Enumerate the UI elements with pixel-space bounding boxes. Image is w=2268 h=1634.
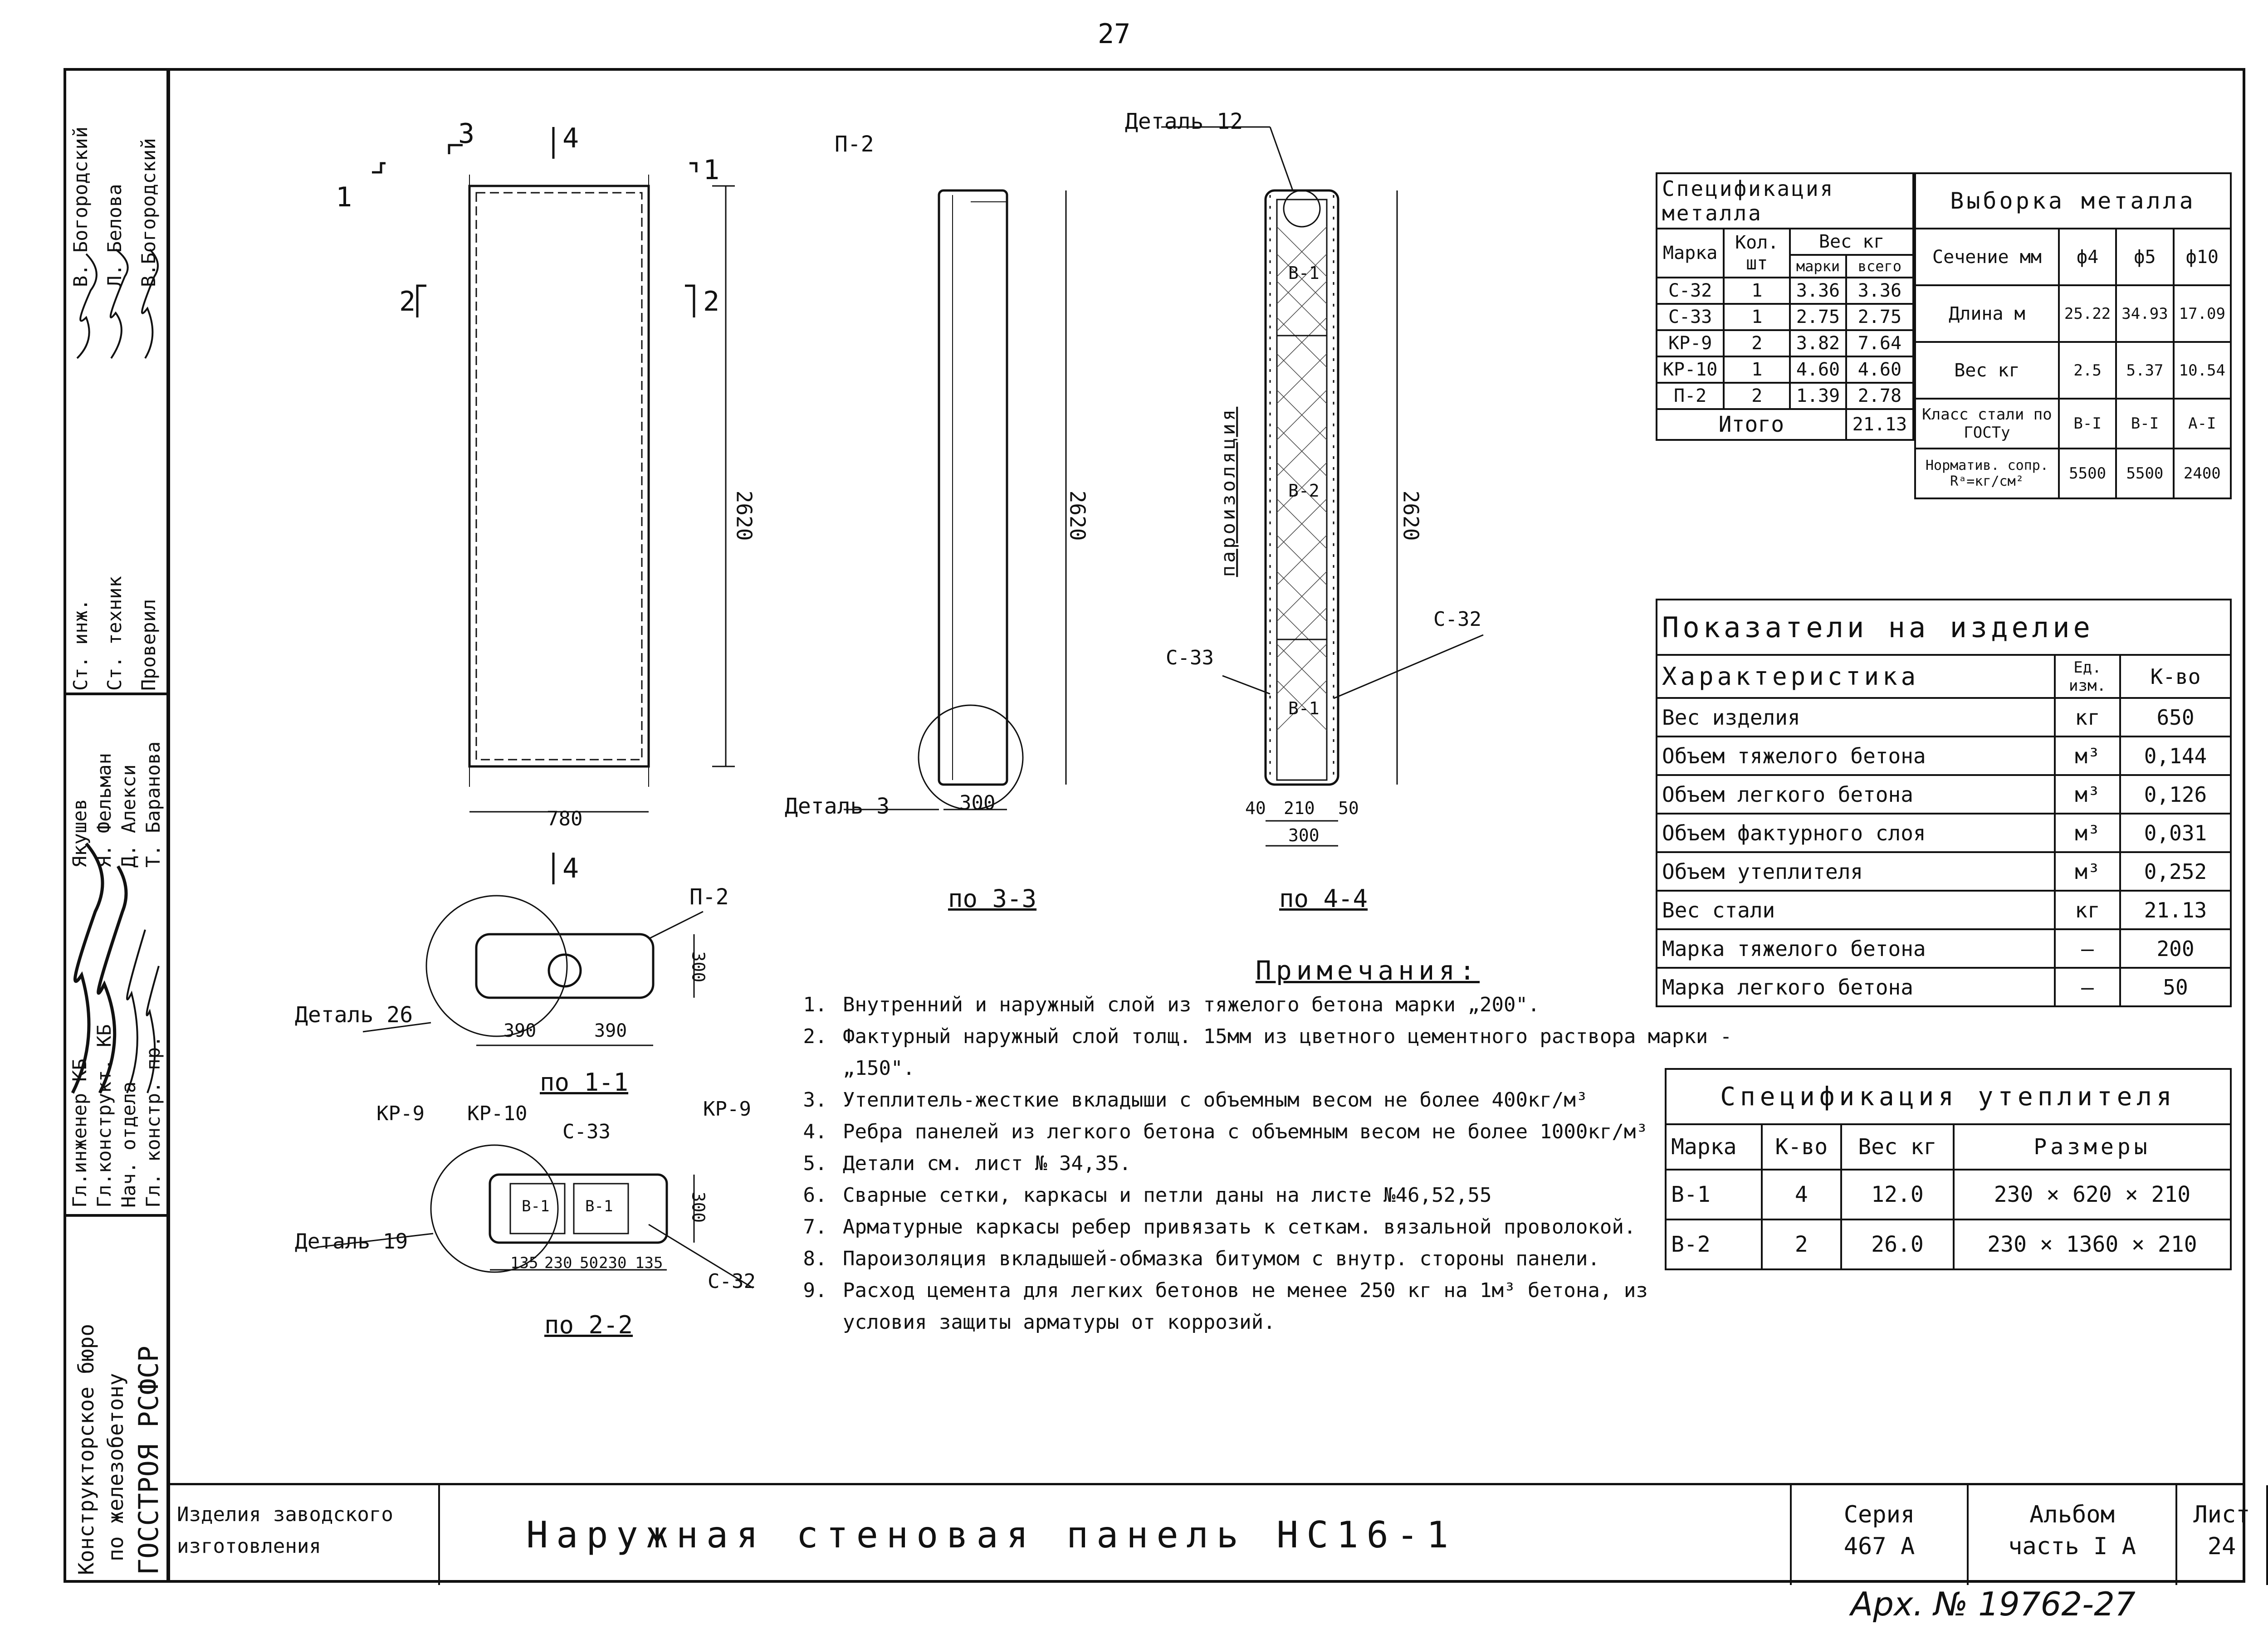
s22-title: по 2-2	[544, 1311, 633, 1339]
total-label: Итого	[1657, 409, 1846, 440]
cell: 0,144	[2120, 737, 2231, 775]
cell: кг	[2055, 698, 2120, 737]
cell: В-2	[1666, 1219, 1762, 1269]
cell: КР-10	[1657, 356, 1724, 383]
cell: м³	[2055, 775, 2120, 814]
cell: С-33	[1657, 304, 1724, 330]
cell: Вес кг	[1915, 342, 2059, 399]
mark-4-top: 4	[562, 122, 579, 154]
note-9: 9. Расход цемента для легких бетонов не менее 250 кг на 1м³ бетона, из условия защиты арматуры от коррозий.	[839, 1275, 1737, 1338]
cell: 0,031	[2120, 814, 2231, 852]
cell: 2	[1724, 383, 1790, 409]
s33-height: 2620	[1065, 490, 1090, 541]
s44-b2: В-2	[1288, 481, 1320, 501]
cell: 230 × 1360 × 210	[1954, 1219, 2231, 1269]
s11-dim-b: 390	[594, 1020, 627, 1041]
cell: Вес стали	[1657, 891, 2055, 929]
cell: 5.37	[2116, 342, 2173, 399]
s44-b1-bot: В-1	[1288, 698, 1320, 718]
insulation-title: Спецификация утеплителя	[1666, 1069, 2231, 1124]
note-4: 4. Ребра панелей из легкого бетона с объемным весом не более 1000кг/м³	[839, 1116, 1737, 1148]
cell: 4.60	[1846, 356, 1913, 383]
s44-detail: Деталь 12	[1125, 109, 1243, 134]
s22-c33: С-33	[562, 1120, 611, 1143]
section-2-2-outline	[490, 1175, 667, 1243]
note-8: 8. Пароизоляция вкладышей-обмазка битумом с внутр. стороны панели.	[839, 1243, 1737, 1275]
s22-detail: Деталь 19	[295, 1229, 408, 1254]
cell: 26.0	[1841, 1219, 1954, 1269]
table-row	[1657, 409, 1913, 440]
total-value: 21.13	[1846, 409, 1913, 440]
table-row	[1657, 737, 2231, 775]
cell: м³	[2055, 814, 2120, 852]
tb-sheet	[2177, 1485, 2268, 1585]
role-chief-designer: Гл.конструкт. КБ	[93, 1024, 115, 1208]
cell: В-I	[2116, 399, 2173, 449]
s44-b1-top: В-1	[1288, 263, 1320, 283]
s22-d4: 230	[599, 1254, 627, 1272]
cell: Объем утеплителя	[1657, 852, 2055, 891]
name-checked-by: В.Богородский	[137, 138, 160, 287]
mark-2-right: 2	[703, 286, 720, 317]
s22-d5: 135	[635, 1254, 663, 1272]
s44-height: 2620	[1398, 490, 1423, 541]
metal-selection-table	[1914, 172, 2232, 499]
cell: Марка тяжелого бетона	[1657, 929, 2055, 968]
tb-album-label: Альбом	[2029, 1501, 2115, 1528]
cell: 1	[1724, 304, 1790, 330]
cell: 2	[1724, 330, 1790, 356]
s22-kp10: КР-10	[467, 1102, 528, 1125]
title-block	[168, 1483, 2250, 1585]
tb-album	[1969, 1485, 2177, 1585]
role-checked-by: Проверил	[137, 599, 160, 691]
tb-sheet-value: 24	[2207, 1533, 2236, 1560]
s22-b1-left: В-1	[522, 1197, 550, 1215]
section-1-1-outline	[476, 934, 653, 998]
cell: 1	[1724, 356, 1790, 383]
cell: 12.0	[1841, 1170, 1954, 1219]
cell: 200	[2120, 929, 2231, 968]
cell: 10.54	[2174, 342, 2231, 399]
s11-height: 300	[688, 951, 709, 983]
table-row	[1657, 775, 2231, 814]
role-senior-technician: Ст. техник	[103, 576, 126, 691]
cell: 2	[1762, 1219, 1841, 1269]
cell: 2.5	[2059, 342, 2116, 399]
cell: 5500	[2059, 449, 2116, 498]
s11-detail: Деталь 26	[295, 1002, 413, 1028]
cell: 3.82	[1790, 330, 1846, 356]
h-per-mark: марки	[1790, 255, 1846, 278]
cell: 1	[1724, 278, 1790, 304]
s22-kp9-left: КР-9	[376, 1102, 425, 1125]
section-3-3-outline	[939, 190, 1007, 785]
h-weight: Вес кг	[1790, 229, 1913, 255]
s22-d1: 135	[510, 1254, 538, 1272]
s44-vapor: пароизоляция	[1217, 406, 1240, 577]
mark-2-left: 2	[399, 286, 416, 317]
s44-title: по 4-4	[1279, 884, 1368, 913]
note-6: 6. Сварные сетки, каркасы и петли даны на листе №46,52,55	[839, 1180, 1737, 1211]
name-senior-technician: Л. Белова	[103, 184, 126, 287]
tb-series-label: Серия	[1843, 1501, 1915, 1528]
cell: С-32	[1657, 278, 1724, 304]
metal-selection-title: Выборка металла	[1915, 173, 2231, 229]
h-total: всего	[1846, 255, 1913, 278]
mark-3: 3	[458, 118, 475, 150]
role-senior-engineer: Ст. инж.	[69, 599, 92, 691]
table-row	[1657, 891, 2231, 929]
ind-h-name: Характеристика	[1657, 655, 2055, 698]
cell: 25.22	[2059, 285, 2116, 342]
tb-album-value: часть I А	[2008, 1533, 2136, 1560]
ind-h-qty: К-во	[2120, 655, 2231, 698]
main-height-dim: 2620	[732, 490, 757, 541]
table-row	[1657, 852, 2231, 891]
s44-c32: С-32	[1433, 608, 1481, 631]
cell: А-I	[2174, 399, 2231, 449]
cell: 0,126	[2120, 775, 2231, 814]
table-row	[1666, 1219, 2231, 1269]
cell: 4	[1762, 1170, 1841, 1219]
cell: 1.39	[1790, 383, 1846, 409]
mark-1-right: 1	[703, 154, 720, 186]
s22-d2: 230	[544, 1254, 572, 1272]
cell: м³	[2055, 737, 2120, 775]
archive-number: Арх. № 19762-27	[1851, 1585, 2136, 1623]
cell: 34.93	[2116, 285, 2173, 342]
cell: 2.75	[1846, 304, 1913, 330]
cell: 4.60	[1790, 356, 1846, 383]
table-row	[1915, 449, 2231, 498]
table-row	[1666, 1170, 2231, 1219]
cell: м³	[2055, 852, 2120, 891]
main-width-dim: 780	[547, 807, 583, 830]
mark-1-left: 1	[336, 181, 352, 213]
cell: Объем фактурного слоя	[1657, 814, 2055, 852]
cell: кг	[2055, 891, 2120, 929]
cell: 3.36	[1790, 278, 1846, 304]
s22-d3: 50	[580, 1254, 598, 1272]
note-5: 5. Детали см. лист № 34,35.	[839, 1148, 1737, 1180]
s11-dim-a: 390	[503, 1020, 537, 1041]
table-row	[1657, 929, 2231, 968]
sel-h-f10: ф10	[2174, 229, 2231, 285]
notes-title: Примечания:	[1255, 955, 1480, 986]
cell: 50	[2120, 968, 2231, 1006]
name-project-designer: Т. Баранова	[142, 741, 164, 868]
cell: Длина м	[1915, 285, 2059, 342]
table-row	[1657, 968, 2231, 1006]
tb-name: Наружная стеновая панель НС16-1	[440, 1485, 1792, 1585]
name-chief-engineer: Якушев	[68, 799, 91, 868]
ins-h-size: Размеры	[1954, 1124, 2231, 1170]
cell: 2.78	[1846, 383, 1913, 409]
table-row	[1657, 304, 1913, 330]
org-line-2: по железобетону	[103, 1373, 128, 1561]
table-row	[1915, 399, 2231, 449]
s22-kp9-right: КР-9	[703, 1097, 751, 1121]
tb-sheet-label: Лист	[2193, 1501, 2250, 1528]
table-row	[1657, 383, 1913, 409]
ins-h-weight: Вес кг	[1841, 1124, 1954, 1170]
role-dept-head: Нач. отдела	[117, 1081, 140, 1208]
cell: 230 × 620 × 210	[1954, 1170, 2231, 1219]
org-line-3: ГОССТРОЯ РСФСР	[133, 1346, 165, 1575]
tb-series	[1792, 1485, 1969, 1585]
s44-dim-210: 210	[1284, 798, 1315, 818]
cell: 3.36	[1846, 278, 1913, 304]
metal-spec-title: Спецификация металла	[1657, 173, 1913, 229]
table-row	[1657, 330, 1913, 356]
insulation-spec-table	[1665, 1068, 2232, 1270]
cell: 2.75	[1790, 304, 1846, 330]
h-mark: Марка	[1657, 229, 1724, 278]
cell: В-I	[2059, 399, 2116, 449]
cell: П-2	[1657, 383, 1724, 409]
sel-h-f4: ф4	[2059, 229, 2116, 285]
table-row	[1657, 356, 1913, 383]
page-number: 27	[1098, 18, 1131, 50]
name-senior-engineer: В. Богородский	[69, 126, 92, 287]
metal-spec-table	[1656, 172, 1914, 441]
note-3: 3. Утеплитель-жесткие вкладыши с объемным весом не более 400кг/м³	[839, 1084, 1737, 1116]
s33-width: 300	[959, 791, 996, 815]
notes	[807, 955, 1737, 1338]
cell: 0,252	[2120, 852, 2231, 891]
cell: Марка легкого бетона	[1657, 968, 2055, 1006]
h-qty: Кол. шт	[1724, 229, 1790, 278]
note-1: 1. Внутренний и наружный слой из тяжелого бетона марки „200".	[839, 989, 1737, 1021]
cell: Норматив. сопр. Rᵃ=кг/см²	[1915, 449, 2059, 498]
table-row	[1915, 342, 2231, 399]
cell: 2400	[2174, 449, 2231, 498]
table-row	[1657, 698, 2231, 737]
s44-c33: С-33	[1166, 646, 1214, 669]
s22-b1-right: В-1	[585, 1197, 613, 1215]
tb-series-value: 467 А	[1843, 1533, 1915, 1560]
note-2: 2. Фактурный наружный слой толщ. 15мм из цветного цементного раствора марки - „150".	[839, 1021, 1737, 1084]
s22-c32: С-32	[708, 1270, 756, 1293]
role-project-designer: Гл. констр. пр.	[142, 1035, 164, 1208]
sel-h-section: Сечение мм	[1915, 229, 2059, 285]
s44-dim-300: 300	[1288, 825, 1320, 845]
cell: —	[2055, 929, 2120, 968]
indicators-title: Показатели на изделие	[1657, 600, 2231, 655]
sel-h-f5: ф5	[2116, 229, 2173, 285]
cell: 7.64	[1846, 330, 1913, 356]
s11-title: по 1-1	[540, 1068, 629, 1097]
tb-category: Изделия заводского изготовления	[168, 1485, 440, 1585]
ins-h-mark: Марка	[1666, 1124, 1762, 1170]
table-row	[1657, 814, 2231, 852]
cell: 17.09	[2174, 285, 2231, 342]
note-7: 7. Арматурные каркасы ребер привязать к сеткам. вязальной проволокой.	[839, 1211, 1737, 1243]
s44-dim-50: 50	[1338, 798, 1359, 818]
panel-front-view	[469, 186, 649, 766]
cell: 21.13	[2120, 891, 2231, 929]
name-chief-designer: Я. Фельман	[93, 753, 115, 868]
table-row	[1657, 278, 1913, 304]
s33-detail: Деталь 3	[785, 794, 890, 819]
table-row	[1915, 285, 2231, 342]
cell: Вес изделия	[1657, 698, 2055, 737]
cell: 650	[2120, 698, 2231, 737]
cell: КР-9	[1657, 330, 1724, 356]
cell: Объем легкого бетона	[1657, 775, 2055, 814]
name-dept-head: Д. Алекси	[117, 764, 140, 868]
indicators-table	[1656, 599, 2232, 1007]
s33-p2: П-2	[835, 132, 874, 157]
cell: Объем тяжелого бетона	[1657, 737, 2055, 775]
cell: Класс стали по ГОСТу	[1915, 399, 2059, 449]
mark-4-bottom: 4	[562, 853, 579, 884]
org-line-1: Конструкторское бюро	[74, 1324, 98, 1575]
cell: В-1	[1666, 1170, 1762, 1219]
cell: —	[2055, 968, 2120, 1006]
s22-height: 300	[688, 1191, 709, 1223]
ins-h-qty: К-во	[1762, 1124, 1841, 1170]
ind-h-unit: Ед. изм.	[2055, 655, 2120, 698]
role-chief-engineer: Гл.инженер КБ	[68, 1058, 91, 1208]
s11-p2: П-2	[689, 884, 729, 910]
s33-title: по 3-3	[948, 884, 1037, 913]
s44-dim-40: 40	[1245, 798, 1266, 818]
cell: 5500	[2116, 449, 2173, 498]
